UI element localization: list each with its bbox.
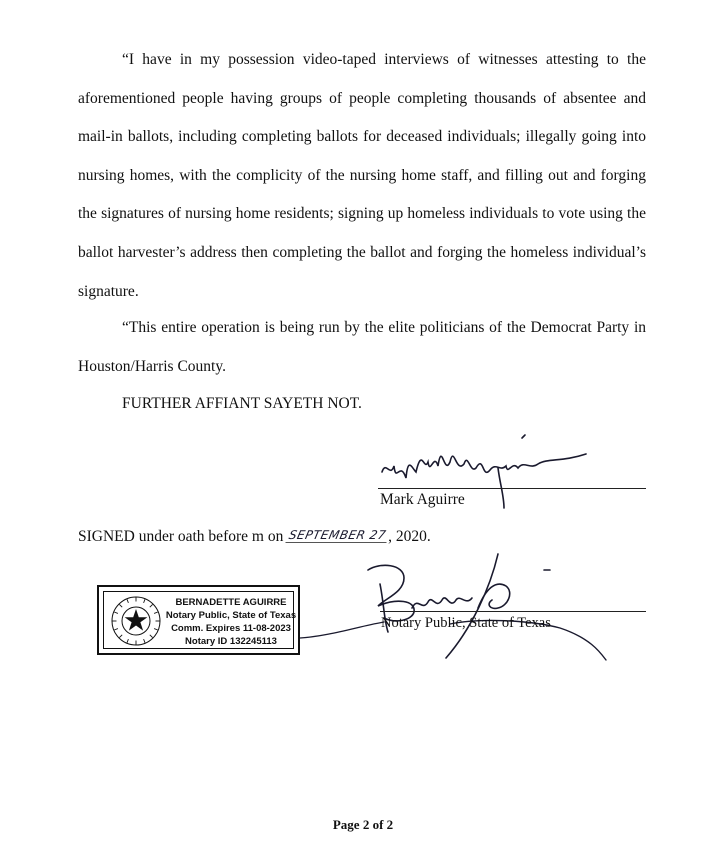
footer-page-word: Page	[332, 817, 360, 832]
affiant-name: Mark Aguirre	[380, 491, 465, 508]
notary-stamp	[97, 585, 300, 655]
footer-of-word: of	[372, 817, 384, 832]
notary-seal-star-icon	[110, 595, 162, 647]
notary-stamp-inner-border	[103, 591, 297, 649]
affidavit-paragraph-1: “I have in my possession video-taped interviews of witnesses attesting to the aforementioned people having groups of people completing thousands of absentee and mail-in ballots, including completing ballots for deceased individuals; illegally going into nursing homes, with the complicity of the nursing home staff, and filling out and forging the signatures of nursing home residents; signing up homeless individuals to vote using the ballot harvester’s address then completing the ballot and forging the homeless individual’s signature.	[78, 51, 646, 300]
jurat-line	[78, 528, 431, 546]
handwritten-date: SEPTEMBER 27	[286, 528, 390, 543]
notary-signature	[300, 548, 620, 668]
affiant-signature-line	[378, 488, 646, 489]
page-number-footer	[0, 817, 726, 833]
affidavit-paragraph-2: “This entire operation is being run by the elite politicians of the Democrat Party in Houston/Harris County.	[78, 319, 646, 375]
stamp-notary-title: Notary Public, State of Texas	[165, 610, 297, 621]
footer-page-num: 2	[362, 817, 370, 832]
footer-page-total: 2	[386, 817, 394, 832]
stamp-notary-name: BERNADETTE AGUIRRE	[175, 597, 287, 608]
stamp-commission-expiry: Comm. Expires 11-08-2023	[171, 623, 291, 634]
jurat-year: , 2020.	[388, 528, 431, 545]
notary-public-label: Notary Public, State of Texas	[381, 615, 551, 631]
further-affiant-line: FURTHER AFFIANT SAYETH NOT.	[122, 395, 362, 412]
stamp-notary-id: Notary ID 132245113	[185, 636, 277, 647]
notary-signature-line	[380, 611, 646, 612]
jurat-prefix: SIGNED under oath before m on	[78, 528, 284, 545]
